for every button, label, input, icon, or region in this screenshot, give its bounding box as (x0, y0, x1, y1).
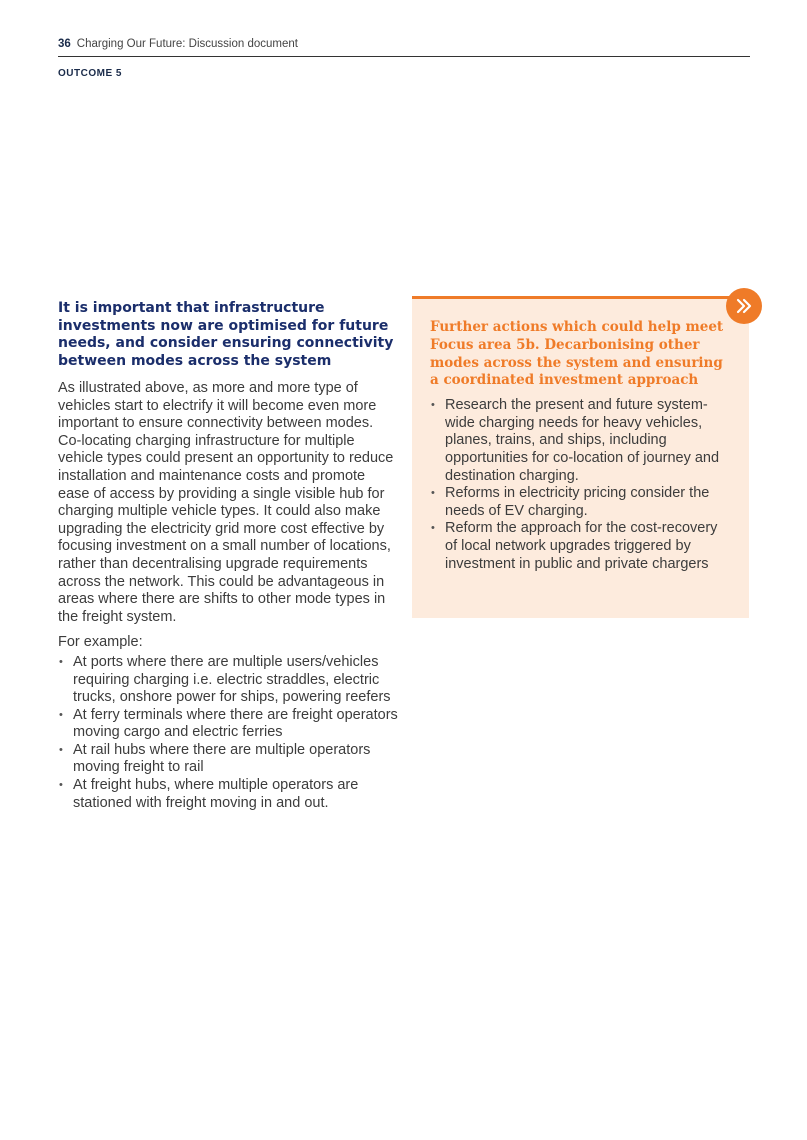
page-number: 36 (58, 38, 71, 50)
main-column (58, 300, 398, 812)
page-header (58, 38, 750, 57)
list-item: • At ports where there are multiple users/vehicles requiring charging i.e. electric straddles, electric trucks, onshore power for ships, powering reefers (58, 654, 398, 707)
example-list (58, 654, 398, 812)
list-item: • At ferry terminals where there are freight operators moving cargo and electric ferries (58, 707, 398, 742)
document-title: Charging Our Future: Discussion document (76, 38, 298, 50)
list-item: • At rail hubs where there are multiple operators moving freight to rail (58, 742, 398, 777)
callout-list (430, 397, 731, 573)
double-chevron-right-icon (726, 288, 762, 324)
list-item: • Reform the approach for the cost-recovery of local network upgrades triggered by investment in public and private chargers (430, 520, 731, 573)
further-actions-callout (412, 296, 749, 618)
example-intro: For example: (58, 634, 143, 651)
callout-heading: Further actions which could help meet Focus area 5b. Decarbonising other modes across the system and ensuring a coordinated investment approach (430, 319, 724, 389)
section-label: OUTCOME 5 (58, 68, 122, 79)
list-item: • At freight hubs, where multiple operators are stationed with freight moving in and out. (58, 777, 398, 812)
list-item: • Reforms in electricity pricing consider the needs of EV charging. (430, 485, 731, 520)
section-heading: It is important that infrastructure investments now are optimised for future needs, and consider ensuring connectivity between modes across the system (58, 300, 394, 369)
list-item: • Research the present and future system-wide charging needs for heavy vehicles, planes, trains, and ships, including opportunities for co-location of journey and destination charging. (430, 397, 731, 485)
body-paragraph: As illustrated above, as more and more type of vehicles start to electrify it will become even more important to ensure connectivity between modes. Co-locating charging infrastructure for multiple vehicle types could present an opportunity to reduce installation and maintenance costs and promote ease of access by providing a single visible hub for charging multiple vehicle types. It could also make upgrading the electricity grid more cost effective by focusing investment on a small number of locations, rather than decentralising upgrade requirements across the network. This could be advantageous in areas where there are shifts to other mode types in the freight system. (58, 380, 394, 625)
